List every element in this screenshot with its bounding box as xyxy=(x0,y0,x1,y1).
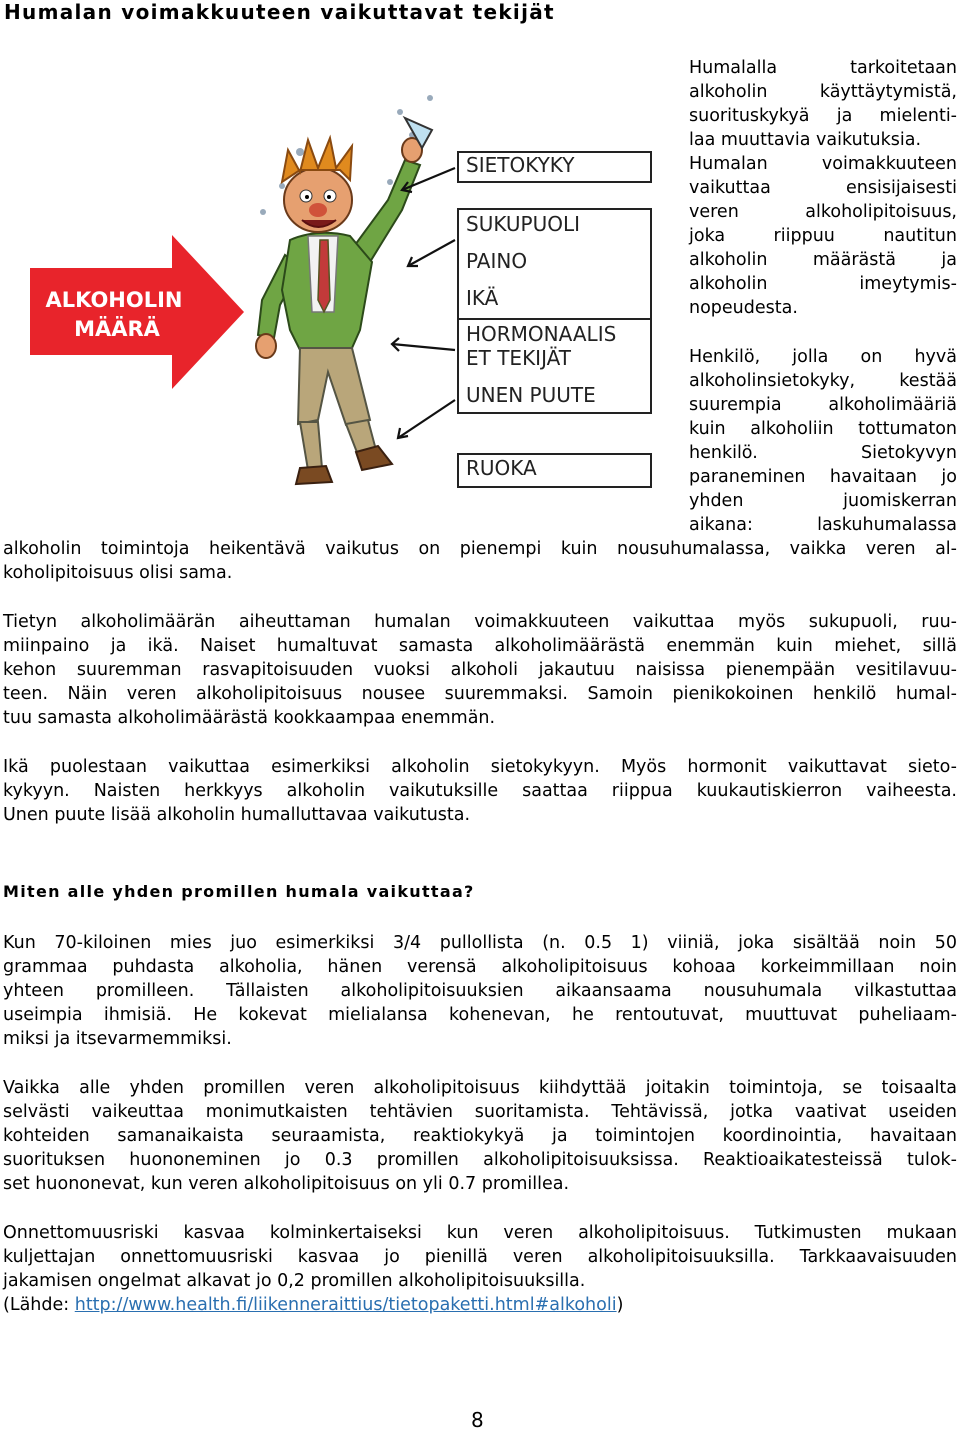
text-line: miksi ja itsevarmemmiksi. xyxy=(3,1029,232,1049)
drunk-man-illustration xyxy=(256,95,433,484)
text-line: useimpia ihmisiä. He kokevat mielialansa kohenevan, he rentoutuvat, muuttuvat puheliaam- xyxy=(3,1005,957,1025)
factor-label: ET TEKIJÄT xyxy=(466,346,571,370)
text-line: kehon suuremman rasvapitoisuuden vuoksi alkoholi jakautuu naisissa pienempään vesitilavuu- xyxy=(3,660,957,680)
text-line: Ikä puolestaan vaikuttaa esimerkiksi alkoholin sietokykyyn. Myös hormonit vaikuttavat sieto- xyxy=(3,757,957,777)
text-line: Humalalla tarkoitetaan xyxy=(689,58,957,78)
text-line: alkoholin käyttäytymistä, xyxy=(689,82,957,102)
page-number: 8 xyxy=(471,1408,484,1432)
arrow-label xyxy=(34,286,194,344)
text-line: laa muuttavia vaikutuksia. xyxy=(689,130,922,150)
text-line: suorituskykyä ja mielenti- xyxy=(689,106,957,126)
text-line: Henkilö, jolla on hyvä xyxy=(689,347,957,367)
arrow-label-line: ALKOHOLIN xyxy=(45,288,183,312)
text-line: kuin alkoholiin tottumaton xyxy=(689,419,957,439)
text-line: yhteen promilleen. Tällaisten alkoholipitoisuuksien aikaansaama nousuhumala vilkastuttaa xyxy=(3,981,957,1001)
factor-label: PAINO xyxy=(466,249,528,273)
text-line: vaikuttaa ensisijaisesti xyxy=(689,178,957,198)
text-line: suurempia alkoholimääriä xyxy=(689,395,957,415)
text-line: henkilö. Sietokyvyn xyxy=(689,443,957,463)
text-line: miinpaino ja ikä. Naiset humaltuvat samasta alkoholimäärästä enemmän kuin miehet, sillä xyxy=(3,636,957,656)
text-line: nopeudesta. xyxy=(689,298,798,318)
source-link[interactable]: http://www.health.fi/liikenneraittius/tietopaketti.html#alkoholi xyxy=(74,1295,617,1315)
source-suffix: ) xyxy=(616,1295,624,1315)
factor-label: RUOKA xyxy=(466,456,537,480)
text-line: Unen puute lisää alkoholin humalluttavaa vaikutusta. xyxy=(3,805,471,825)
page-title: Humalan voimakkuuteen vaikuttavat tekijät xyxy=(4,0,555,24)
text-line: joka riippuu nautitun xyxy=(689,226,957,246)
text-line: aikana: laskuhumalassa xyxy=(689,515,957,535)
arrow-label-line: MÄÄRÄ xyxy=(74,317,160,341)
text-line: alkoholin imeytymis- xyxy=(689,274,957,294)
factor-label: IKÄ xyxy=(466,286,499,310)
source-prefix: (Lähde: xyxy=(3,1295,75,1315)
text-line: tuu samasta alkoholimäärästä kookkaampaa enemmän. xyxy=(3,708,496,728)
subheading: Miten alle yhden promillen humala vaikuttaa? xyxy=(3,882,475,901)
text-line: kykyyn. Naisten herkkyys alkoholin vaikutuksille saattaa riippua kuukautiskierron vaiheesta. xyxy=(3,781,957,801)
text-line: paraneminen havaitaan jo xyxy=(689,467,957,487)
text-line: kuljettajan onnettomuusriski kasvaa jo pienillä veren alkoholipitoisuuksilla. Tarkkaavaisuuden xyxy=(3,1247,957,1267)
text-line: grammaa puhdasta alkoholia, hänen verensä alkoholipitoisuus kohoaa korkeimmillaan noin xyxy=(3,957,957,977)
text-line: jakamisen ongelmat alkavat jo 0,2 promillen alkoholipitoisuuksilla. xyxy=(3,1271,586,1291)
text-line: Humalan voimakkuuteen xyxy=(689,154,957,174)
text-line: kohteiden samanaikaista seuraamista, reaktiokykyä ja toimintojen koordinointia, havaitaan xyxy=(3,1126,957,1146)
text-line: suorituksen huononeminen jo 0.3 promillen alkoholipitoisuuksissa. Reaktioaikatesteissä tulok- xyxy=(3,1150,957,1170)
factor-label: HORMONAALIS xyxy=(466,322,617,346)
factor-label: SIETOKYKY xyxy=(466,153,575,177)
text-line: alkoholin toimintoja heikentävä vaikutus on pienempi kuin nousuhumalassa, vaikka veren al- xyxy=(3,539,957,559)
text-line: selvästi vaikeuttaa monimutkaisten tehtävien suoritamista. Tehtävissä, jotka vaativat useiden xyxy=(3,1102,957,1122)
text-line: Vaikka alle yhden promillen veren alkoholipitoisuus kiihdyttää joitakin toimintoja, se toisaalta xyxy=(3,1078,957,1098)
text-line: Onnettomuusriski kasvaa kolminkertaiseksi kun veren alkoholipitoisuus. Tutkimusten mukaan xyxy=(3,1223,957,1243)
text-line: Tietyn alkoholimäärän aiheuttaman humalan voimakkuuteen vaikuttaa myös sukupuoli, ruu- xyxy=(3,612,957,632)
factor-label: SUKUPUOLI xyxy=(466,212,581,236)
text-line: veren alkoholipitoisuus, xyxy=(689,202,957,222)
text-line: alkoholinsietokyky, kestää xyxy=(689,371,957,391)
text-line: alkoholin määrästä ja xyxy=(689,250,957,270)
text-line: yhden juomiskerran xyxy=(689,491,957,511)
source-line xyxy=(3,1293,623,1317)
text-line: koholipitoisuus olisi sama. xyxy=(3,563,233,583)
factor-label: UNEN PUUTE xyxy=(466,383,596,407)
text-line: teen. Näin veren alkoholipitoisuus nousee suuremmaksi. Samoin pienikokoinen henkilö humal- xyxy=(3,684,957,704)
text-line: set huononevat, kun veren alkoholipitoisuus on yli 0.7 promillea. xyxy=(3,1174,570,1194)
text-line: Kun 70-kiloinen mies juo esimerkiksi 3/4 pullollista (n. 0.5 1) viiniä, joka sisältää noin 50 xyxy=(3,933,957,953)
